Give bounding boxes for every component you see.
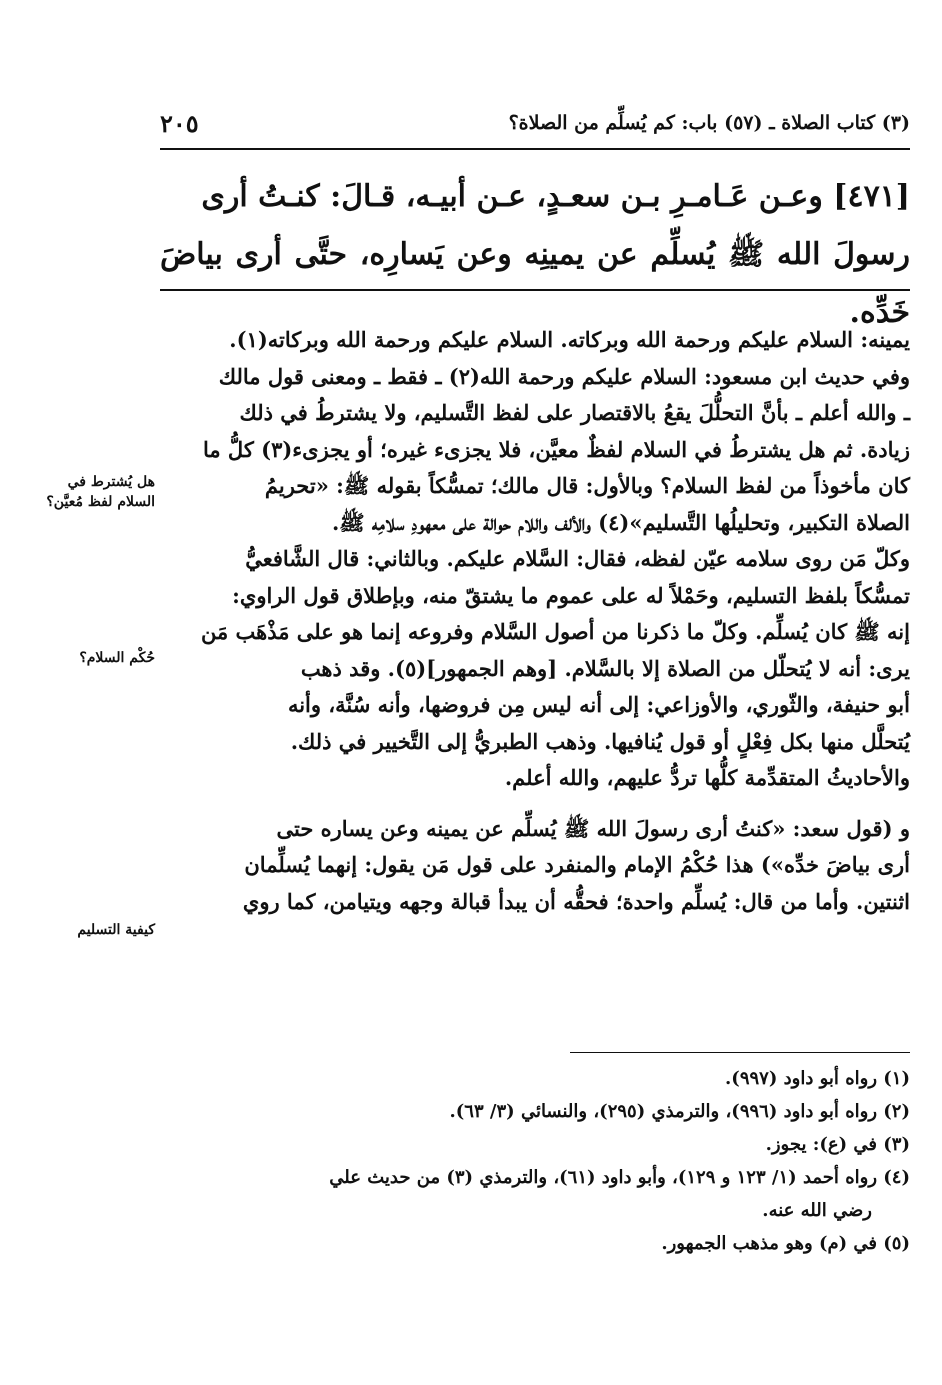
commentary-text xyxy=(160,322,910,920)
commentary-line: أبو حنيفة، والثّوري، والأوزاعي: إلى أنه ليس مِن فروضها، وأنه سُنَّة، وأنه xyxy=(287,692,910,717)
commentary-line: كان مأخوذاً من لفظ السلام؟ وبالأول: قال مالك؛ تمسُّكاً بقوله ﷺ: «تحريمُ xyxy=(264,473,910,498)
footnote: (٢) رواه أبو داود (٩٩٦)، والترمذي (٢٩٥)، والنسائي (٣/ ٦٣). xyxy=(449,1101,910,1122)
commentary-line: زيادة. ثم هل يشترطُ في السلام لفظٌ معيَّن، فلا يجزىء غيره؛ أو يجزىء(٣) كلُّ ما xyxy=(202,436,910,462)
commentary-line: وكلّ مَن روى سلامه عيّن لفظه، فقال: السَّلام عليكم. وبالثاني: قال الشَّافعيُّ xyxy=(245,546,910,571)
footnote: (٤) رواه أحمد (١/ ١٢٣ و ١٢٩)، وأبو داود (٦١)، والترمذي (٣) من حديث علي xyxy=(329,1167,910,1188)
footnotes xyxy=(160,1062,910,1260)
running-header xyxy=(160,109,910,146)
commentary-line: الصلاة التكبير، وتحليلُها التَّسليم»(٤) والألف واللام حوالة على معهودِ سلامِه ﷺ. xyxy=(331,509,910,535)
margin-note-lafz: هل يُشترط في السلام لفظ مُعيَّن؟ xyxy=(46,474,155,510)
hadith-text xyxy=(160,168,910,342)
commentary-line: أرى بياضَ خدِّه») هذا حُكْمُ الإمام والمنفرد على قول مَن يقول: إنهما يُسلِّمان xyxy=(244,852,910,877)
commentary-line: وفي حديث ابن مسعود: السلام عليكم ورحمة الله(٢) ـ فقط ـ ومعنى قول مالك xyxy=(218,363,910,389)
footnote-continuation-text: رضي الله عنه. xyxy=(762,1200,872,1221)
commentary-line: اثنتين. وأما من قال: يُسلِّم واحدة؛ فحقُّه أن يبدأ قبالة وجهه ويتيامن، كما روي xyxy=(242,888,910,914)
margin-note-kayfiyya: كيفية التسليم xyxy=(77,922,155,938)
margin-note-hukm: حُكْم السلام؟ xyxy=(79,650,155,666)
commentary-line: والأحاديثُ المتقدِّمة كلُّها تردُّ عليهم، والله أعلم. xyxy=(504,765,910,790)
section-rule xyxy=(160,289,910,291)
commentary-line: و (قول سعد: «كنتُ أرى رسولَ الله ﷺ يُسلِّم عن يمينه وعن يساره حتى xyxy=(276,815,910,841)
footnote: (١) رواه أبو داود (٩٩٧). xyxy=(725,1068,910,1089)
hadith-line: [٤٧١] وعـن عَـامـرِ بـن سعـدٍ، عـن أبيـه، قـالَ: كنـتُ أرى xyxy=(201,179,910,214)
hadith-line: رسولَ الله ﷺ يُسلِّم عن يمينِه وعن يَسارِه، حتَّى أرى بياضَ خَدِّه. xyxy=(160,237,910,330)
commentary-line: يُتحلَّل منها بكل فِعْلٍ أو قول يُنافيها. وذهب الطبريُّ إلى التَّخيير في ذلك. xyxy=(290,728,910,754)
footnote-continuation xyxy=(160,1194,910,1227)
commentary-line: تمسُّكاً بلفظ التسليم، وحَمْلاً له على عموم ما يشتقّ منه، وبإطلاق قول الراوي: xyxy=(232,582,910,608)
header-rule xyxy=(160,148,910,150)
commentary-line: يمينه: السلام عليكم ورحمة الله وبركاته. السلام عليكم ورحمة الله وبركاته(١). xyxy=(229,327,910,352)
page-number: ٢٠٥ xyxy=(160,109,199,138)
footnote-rule xyxy=(570,1052,910,1053)
footnote: (٥) في (م) وهو مذهب الجمهور. xyxy=(661,1233,910,1254)
chapter-title: (٣) كتاب الصلاة ـ (٥٧) باب: كم يُسلِّم من الصلاة؟ xyxy=(508,112,910,134)
commentary-line: ـ والله أعلم ـ بأنَّ التحلُّلَ يقعُ بالاقتصار على لفظ التَّسليم، ولا يشترطُ في ذلك xyxy=(239,400,910,425)
commentary-line: إنه ﷺ كان يُسلِّم. وكلّ ما ذكرنا من أصول السَّلام وفروعه إنما هو على مَذْهَب مَن xyxy=(200,619,910,644)
footnote: (٣) في (ع): يجوز. xyxy=(765,1134,910,1155)
commentary-line: يرى: أنه لا يُتحلّل من الصلاة إلا بالسَّلام. [وهم الجمهور](٥). وقد ذهب xyxy=(300,655,910,681)
